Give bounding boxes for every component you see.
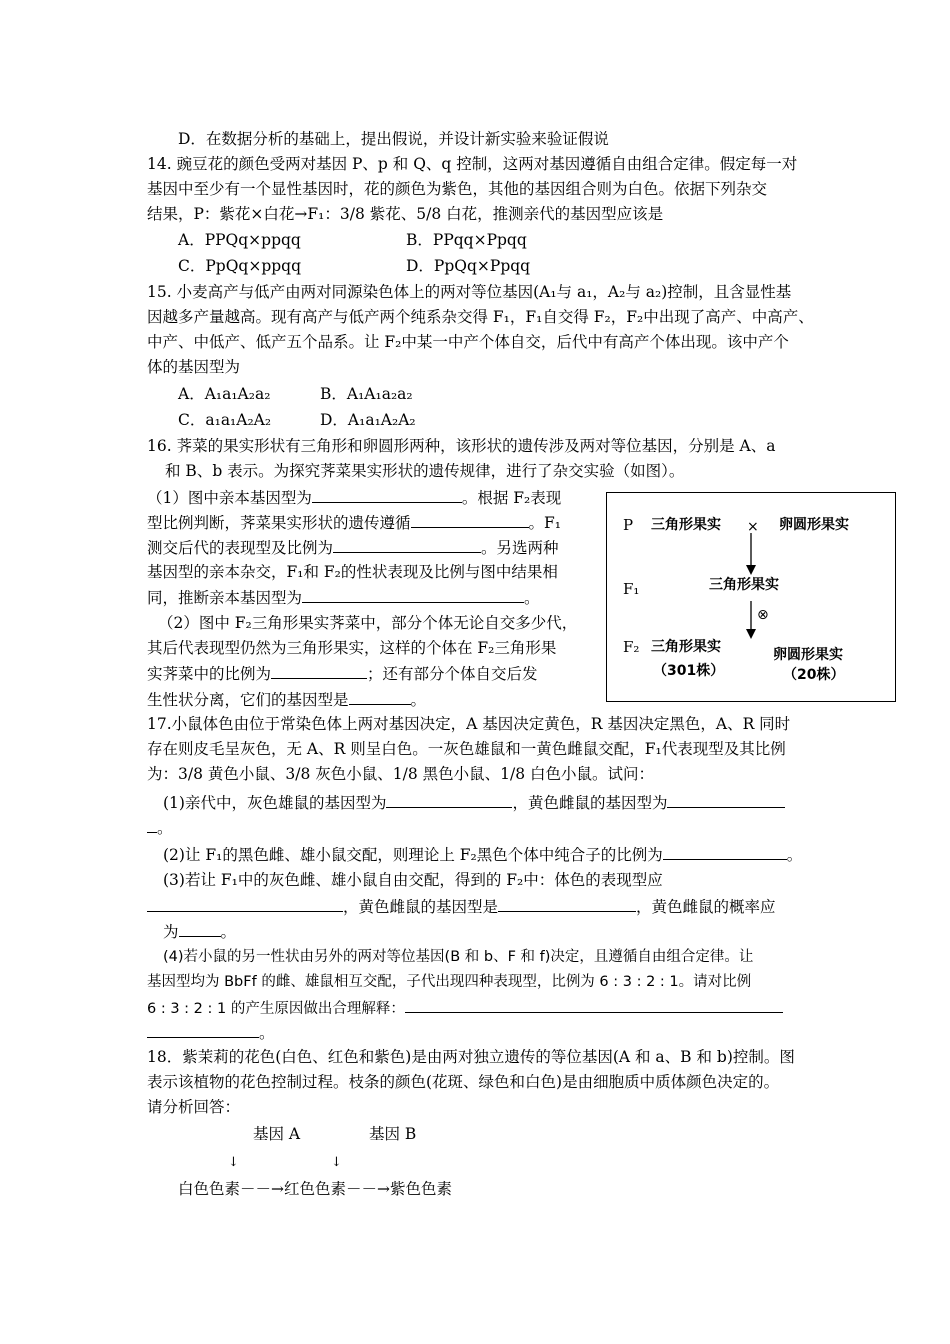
answer-blank[interactable] (179, 919, 221, 937)
q16-line-1: 16. 荠菜的果实形状有三角形和卵圆形两种，该形状的遗传涉及两对等位基因，分别是 A、a (147, 437, 776, 455)
q15-option-a: A．A₁a₁A₂a₂ (178, 385, 271, 403)
q16-part2-line-3: 实荠菜中的比例为 ；还有部分个体自交后发 (147, 661, 538, 687)
q17-sub3-line-3: 为 。 (163, 919, 236, 945)
q16-part1-line-3: 测交后代的表现型及比例为 。另选两种 (147, 535, 559, 561)
q17-line-2: 存在则皮毛呈灰色，无 A、R 则呈白色。一灰色雄鼠和一黄色雌鼠交配，F₁代表现型及其比例 (147, 740, 786, 758)
q17-sub1-line-2: 。 (147, 815, 173, 841)
gene-b-arrow-icon: ↓ (331, 1155, 342, 1170)
p-generation-label: P (623, 516, 634, 534)
parent-triangle-fruit: 三角形果实 (651, 517, 721, 533)
answer-blank[interactable] (147, 815, 157, 833)
q18-line-3: 请分析回答： (147, 1098, 241, 1116)
q18-line-2: 表示该植物的花色控制过程。枝条的颜色(花斑、绿色和白色)是由细胞质中质体颜色决定的。 (147, 1073, 780, 1091)
answer-blank[interactable] (667, 790, 785, 808)
q17-sub1-line-1: (1)亲代中，灰色雄鼠的基因型为 ，黄色雌鼠的基因型为 (163, 790, 785, 816)
gene-a-arrow-icon: ↓ (228, 1155, 239, 1170)
q15-line-2: 因越多产量越高。现有高产与低产两个纯系杂交得 F₁，F₁自交得 F₂，F₂中出现了高产、中高产、 (147, 308, 814, 326)
q14-option-c: C．PpQq×ppqq (178, 257, 302, 275)
answer-blank[interactable] (333, 535, 481, 553)
answer-blank[interactable] (411, 510, 529, 528)
answer-blank[interactable] (663, 842, 787, 860)
f1-generation-label: F₁ (623, 580, 640, 598)
q17-sub2: (2)让 F₁的黑色雌、雄小鼠交配，则理论上 F₂黑色个体中纯合子的比例为 。 (163, 842, 802, 868)
q14-option-a: A．PPQq×ppqq (178, 231, 301, 249)
q15-line-3: 中产、中低产、低产五个品系。让 F₂中某一中产个体自交，后代中有高产个体出现。该中产个 (147, 333, 789, 351)
q16-part1-line-4: 基因型的亲本杂交，F₁和 F₂的性状表现及比例与图中结果相 (147, 563, 558, 581)
answer-blank[interactable] (405, 995, 783, 1013)
answer-blank[interactable] (271, 661, 367, 679)
q16-part1-line-5: 同，推断亲本基因型为 。 (147, 585, 540, 611)
f2-oval-fruit: 卵圆形果实 (773, 647, 843, 663)
q13-option-d: D．在数据分析的基础上，提出假说，并设计新实验来验证假说 (178, 130, 609, 148)
q17-sub3-line-1: (3)若让 F₁中的灰色雌、雄小鼠自由交配，得到的 F₂中：体色的表现型应 (163, 871, 663, 889)
q16-part2-line-1: （2）图中 F₂三角形果实荠菜中，部分个体无论自交多少代， (158, 614, 578, 632)
q17-sub3-line-2: ，黄色雌鼠的基因型是 ，黄色雌鼠的概率应 (147, 894, 776, 920)
self-cross-symbol: ⊗ (757, 607, 769, 623)
q14-line-1: 14. 豌豆花的颜色受两对基因 P、p 和 Q、q 控制，这两对基因遵循自由组合定律。假定每一对 (147, 155, 798, 173)
q15-option-b: B．A₁A₁a₂a₂ (320, 385, 413, 403)
q14-option-b: B．PPqq×Ppqq (406, 231, 527, 249)
answer-blank[interactable] (312, 485, 462, 503)
answer-blank[interactable] (349, 687, 411, 705)
f2-oval-count: （20株） (783, 667, 845, 683)
answer-blank[interactable] (386, 790, 512, 808)
q15-line-1: 15. 小麦高产与低产由两对同源染色体上的两对等位基因(A₁与 a₁，A₂与 a₂)控制，且含显性基 (147, 283, 792, 301)
q14-line-3: 结果，P：紫花×白花→F₁：3/8 紫花、5/8 白花，推测亲代的基因型应该是 (147, 205, 664, 223)
answer-blank[interactable] (147, 1020, 259, 1038)
q17-sub4-line-3: 6 : 3 : 2 : 1 的产生原因做出合理解释： (147, 995, 783, 1022)
answer-blank[interactable] (302, 585, 524, 603)
parent-oval-fruit: 卵圆形果实 (779, 517, 849, 533)
answer-blank[interactable] (498, 894, 636, 912)
gene-b-label: 基因 B (369, 1125, 417, 1143)
q16-part1-line-2: 型比例判断，荠菜果实形状的遗传遵循 。F₁ (147, 510, 561, 536)
q17-line-1: 17.小鼠体色由位于常染色体上两对基因决定，A 基因决定黄色，R 基因决定黑色，A、R 同时 (147, 715, 791, 733)
q15-option-c: C．a₁a₁A₂A₂ (178, 411, 272, 429)
gene-a-label: 基因 A (253, 1125, 301, 1143)
q14-line-2: 基因中至少有一个显性基因时，花的颜色为紫色，其他的基因组合则为白色。依据下列杂交 (147, 180, 768, 198)
f2-triangle-count: （301株） (653, 663, 725, 679)
q16-part2-line-4: 生性状分离，它们的基因型是 。 (147, 687, 426, 713)
q16-part1-line-1: （1）图中亲本基因型为 。根据 F₂表现 (147, 485, 561, 511)
q17-sub4-line-1: (4)若小鼠的另一性状由另外的两对等位基因(B 和 b、F 和 f)决定，且遵循自由组合定律。让 (163, 949, 754, 965)
f2-generation-label: F₂ (623, 638, 640, 656)
q16-part2-line-2: 其后代表现型仍然为三角形果实，这样的个体在 F₂三角形果 (147, 639, 557, 657)
answer-blank[interactable] (147, 894, 343, 912)
q15-option-d: D．A₁a₁A₂A₂ (320, 411, 416, 429)
q15-line-4: 体的基因型为 (147, 358, 241, 376)
q14-option-d: D．PpQq×Ppqq (406, 257, 531, 275)
pigment-pathway: 白色色素－－→红色色素－－→紫色色素 (178, 1180, 452, 1198)
q16-line-2: 和 B、b 表示。为探究荠菜果实形状的遗传规律，进行了杂交实验（如图）。 (165, 462, 685, 480)
q17-sub4-line-2: 基因型均为 BbFf 的雌、雄鼠相互交配，子代出现四种表现型，比例为 6 : 3 : 2 : 1。请对比例 (147, 974, 752, 990)
q18-line-1: 18．紫茉莉的花色(白色、红色和紫色)是由两对独立遗传的等位基因(A 和 a、B 和 b)控制。图 (147, 1048, 795, 1066)
cross-symbol: × (747, 519, 759, 535)
q17-line-3: 为：3/8 黄色小鼠、3/8 灰色小鼠、1/8 黑色小鼠、1/8 白色小鼠。试问： (147, 765, 654, 783)
q17-sub4-line-4: 。 (147, 1020, 275, 1046)
cross-diagram (606, 492, 896, 702)
f2-triangle-fruit: 三角形果实 (651, 639, 721, 655)
f1-triangle-fruit: 三角形果实 (709, 577, 779, 593)
